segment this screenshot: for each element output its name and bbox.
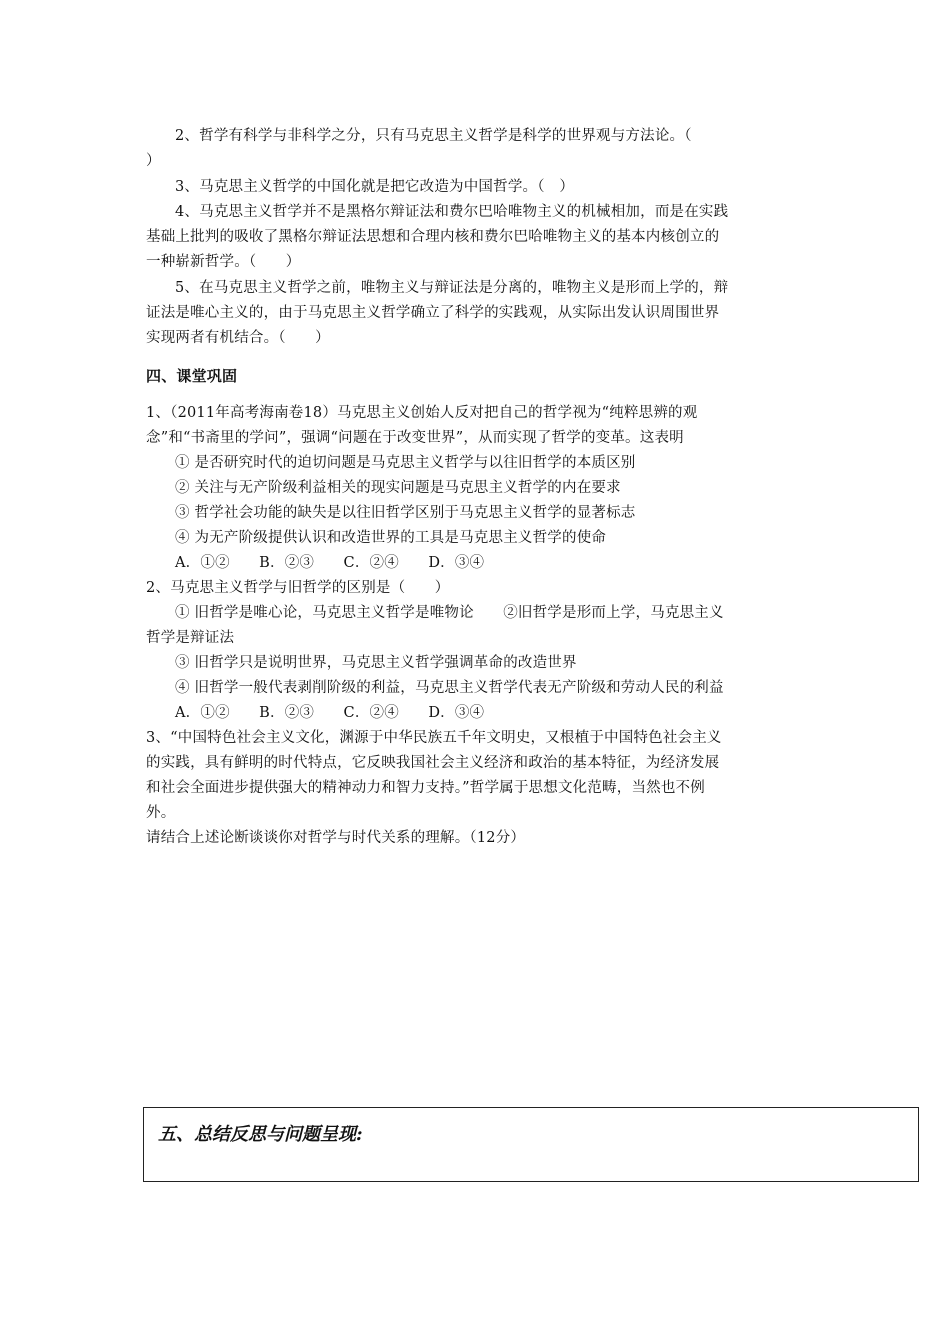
s4-q1-stem-line2: 念”和“书斋里的学问”，强调“问题在于改变世界”，从而实现了哲学的变革。这表明 bbox=[146, 430, 684, 446]
s4-q1-choices: A．①② B．②③ C．②④ D．③④ bbox=[175, 555, 485, 571]
section5-title: 五、总结反思与问题呈现: bbox=[158, 1124, 363, 1145]
judgment-q2-line1: 2、哲学有科学与非科学之分，只有马克思主义哲学是科学的世界观与方法论。（ bbox=[175, 128, 692, 144]
judgment-q4-line2: 基础上批判的吸收了黑格尔辩证法思想和合理内核和费尔巴哈唯物主义的基本内核创立的 bbox=[146, 229, 720, 245]
judgment-q2-line2: ） bbox=[146, 153, 161, 169]
judgment-q4-line3: 一种崭新哲学。（ ） bbox=[146, 254, 301, 270]
s4-q1-option-3: ③ 哲学社会功能的缺失是以往旧哲学区别于马克思主义哲学的显著标志 bbox=[175, 505, 636, 521]
s4-q2-options-1-2-line1: ① 旧哲学是唯心论，马克思主义哲学是唯物论 ②旧哲学是形而上学，马克思主义 bbox=[175, 605, 724, 621]
summary-reflection-box bbox=[143, 1107, 919, 1182]
judgment-q4-line1: 4、马克思主义哲学并不是黑格尔辩证法和费尔巴哈唯物主义的机械相加，而是在实践 bbox=[175, 204, 729, 220]
s4-q3-prompt: 请结合上述论断谈谈你对哲学与时代关系的理解。（12分） bbox=[146, 830, 526, 846]
s4-q2-stem: 2、马克思主义哲学与旧哲学的区别是（ ） bbox=[146, 580, 450, 596]
section4-title: 四、课堂巩固 bbox=[146, 367, 238, 385]
s4-q2-choices: A．①② B．②③ C．②④ D．③④ bbox=[175, 705, 485, 721]
s4-q1-option-4: ④ 为无产阶级提供认识和改造世界的工具是马克思主义哲学的使命 bbox=[175, 530, 607, 546]
judgment-q5-line2: 证法是唯心主义的，由于马克思主义哲学确立了科学的实践观，从实际出发认识周围世界 bbox=[146, 305, 720, 321]
judgment-q3: 3、马克思主义哲学的中国化就是把它改造为中国哲学。（ ） bbox=[175, 179, 575, 195]
s4-q3-line4: 外。 bbox=[146, 805, 176, 821]
s4-q1-option-1: ① 是否研究时代的迫切问题是马克思主义哲学与以往旧哲学的本质区别 bbox=[175, 455, 636, 471]
s4-q3-line3: 和社会全面进步提供强大的精神动力和智力支持。”哲学属于思想文化范畴，当然也不例 bbox=[146, 780, 705, 796]
s4-q2-options-1-2-line2: 哲学是辩证法 bbox=[146, 630, 235, 646]
s4-q1-option-2: ② 关注与无产阶级利益相关的现实问题是马克思主义哲学的内在要求 bbox=[175, 480, 621, 496]
judgment-q5-line1: 5、在马克思主义哲学之前，唯物主义与辩证法是分离的，唯物主义是形而上学的，辩 bbox=[175, 280, 729, 296]
s4-q2-option-4: ④ 旧哲学一般代表剥削阶级的利益，马克思主义哲学代表无产阶级和劳动人民的利益 bbox=[175, 680, 724, 696]
s4-q1-stem-line1: 1、（2011年高考海南卷18）马克思主义创始人反对把自己的哲学视为“纯粹思辨的观 bbox=[146, 405, 698, 421]
s4-q3-line2: 的实践，具有鲜明的时代特点，它反映我国社会主义经济和政治的基本特征，为经济发展 bbox=[146, 755, 720, 771]
s4-q2-option-3: ③ 旧哲学只是说明世界，马克思主义哲学强调革命的改造世界 bbox=[175, 655, 577, 671]
s4-q3-line1: 3、“中国特色社会主义文化，渊源于中华民族五千年文明史，又根植于中国特色社会主义 bbox=[146, 730, 722, 746]
judgment-q5-line3: 实现两者有机结合。（ ） bbox=[146, 330, 330, 346]
